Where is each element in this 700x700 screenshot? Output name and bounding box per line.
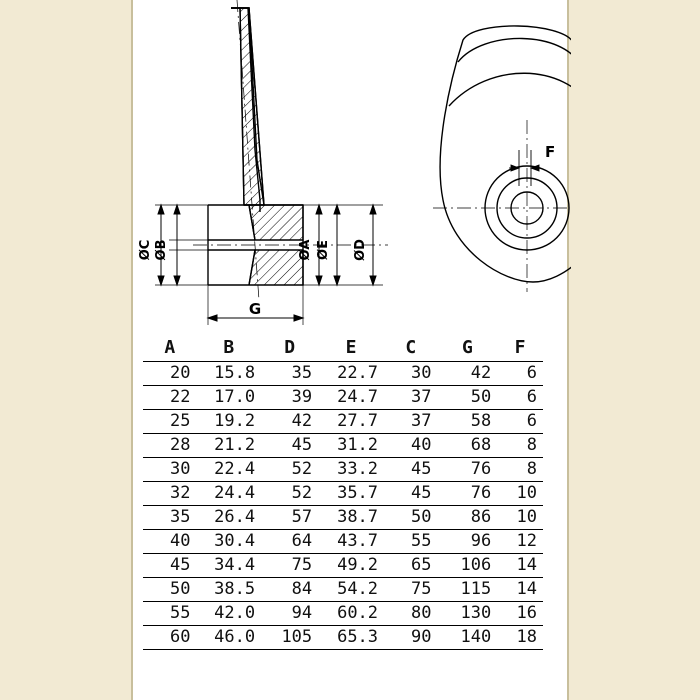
table-cell: 35 (261, 362, 318, 386)
table-cell: 50 (384, 506, 437, 530)
table-cell: 106 (438, 554, 498, 578)
dim-label-G: G (248, 300, 262, 318)
table-cell: 42.0 (196, 602, 261, 626)
table-cell: 10 (497, 506, 543, 530)
table-cell: 19.2 (196, 410, 261, 434)
table-cell: 35 (143, 506, 196, 530)
table-row (143, 578, 543, 602)
table-cell: 130 (438, 602, 498, 626)
table-cell: 38.7 (318, 506, 384, 530)
dim-label-F: F (545, 143, 556, 161)
table-cell: 6 (497, 386, 543, 410)
table-row (143, 530, 543, 554)
table-cell: 6 (497, 410, 543, 434)
table-cell: 50 (438, 386, 498, 410)
col-header-D: D (284, 337, 296, 358)
table-cell: 16 (497, 602, 543, 626)
dim-label-C: ØC (138, 239, 153, 261)
table-row (143, 554, 543, 578)
table-cell: 24.7 (318, 386, 384, 410)
table-cell: 105 (261, 626, 318, 650)
table-row (143, 482, 543, 506)
table-cell: 45 (143, 554, 196, 578)
table-cell: 86 (438, 506, 498, 530)
table-cell: 84 (261, 578, 318, 602)
table-cell: 17.0 (196, 386, 261, 410)
table-row (143, 602, 543, 626)
table-cell: 57 (261, 506, 318, 530)
table-cell: 64 (261, 530, 318, 554)
col-header-B: B (223, 337, 235, 358)
table-cell: 28 (143, 434, 196, 458)
table-cell: 8 (497, 458, 543, 482)
table-row (143, 386, 543, 410)
table-cell: 90 (384, 626, 437, 650)
table-cell: 31.2 (318, 434, 384, 458)
table-row (143, 434, 543, 458)
table-cell: 46.0 (196, 626, 261, 650)
section-lower-hatch (208, 250, 303, 285)
dim-label-B: ØB (154, 239, 169, 261)
table-cell: 26.4 (196, 506, 261, 530)
table-cell: 45 (384, 458, 437, 482)
table-cell: 96 (438, 530, 498, 554)
table-cell: 50 (143, 578, 196, 602)
dimension-table (143, 336, 543, 650)
table-cell: 33.2 (318, 458, 384, 482)
dim-label-E: ØE (316, 240, 331, 260)
table-cell: 115 (438, 578, 498, 602)
table-header-row (143, 336, 543, 362)
table-cell: 22.4 (196, 458, 261, 482)
drawing-sheet (131, 0, 569, 700)
table-cell: 35.7 (318, 482, 384, 506)
col-header-E: E (345, 337, 357, 358)
table-cell: 80 (384, 602, 437, 626)
technical-drawing (133, 0, 571, 340)
table-cell: 54.2 (318, 578, 384, 602)
table-cell: 10 (497, 482, 543, 506)
table-cell: 25 (143, 410, 196, 434)
table-cell: 55 (384, 530, 437, 554)
table-cell: 30 (384, 362, 437, 386)
table-cell: 39 (261, 386, 318, 410)
table-cell: 75 (384, 578, 437, 602)
table-cell: 40 (143, 530, 196, 554)
table-row (143, 410, 543, 434)
table-cell: 8 (497, 434, 543, 458)
table-row (143, 458, 543, 482)
table-cell: 42 (438, 362, 498, 386)
table-cell: 22.7 (318, 362, 384, 386)
table-cell: 12 (497, 530, 543, 554)
table-cell: 18 (497, 626, 543, 650)
table-cell: 30 (143, 458, 196, 482)
table-cell: 40 (384, 434, 437, 458)
table-cell: 27.7 (318, 410, 384, 434)
table-cell: 22 (143, 386, 196, 410)
table-row (143, 362, 543, 386)
col-header-G: G (461, 337, 473, 358)
table-cell: 30.4 (196, 530, 261, 554)
table-cell: 94 (261, 602, 318, 626)
table-cell: 24.4 (196, 482, 261, 506)
table-cell: 65.3 (318, 626, 384, 650)
table-cell: 58 (438, 410, 498, 434)
table-cell: 38.5 (196, 578, 261, 602)
table-cell: 15.8 (196, 362, 261, 386)
table-cell: 34.4 (196, 554, 261, 578)
table-cell: 76 (438, 458, 498, 482)
dim-label-A: ØA (298, 239, 313, 261)
col-header-F: F (514, 337, 526, 358)
table-cell: 21.2 (196, 434, 261, 458)
table-cell: 60.2 (318, 602, 384, 626)
table-cell: 32 (143, 482, 196, 506)
table-cell: 60 (143, 626, 196, 650)
table-cell: 140 (438, 626, 498, 650)
table-cell: 14 (497, 554, 543, 578)
table-cell: 20 (143, 362, 196, 386)
section-upper-hatch (208, 205, 303, 240)
table-row (143, 506, 543, 530)
table-cell: 68 (438, 434, 498, 458)
col-header-C: C (405, 337, 417, 358)
dim-label-D: ØD (353, 239, 368, 261)
table-row (143, 626, 543, 650)
table-cell: 42 (261, 410, 318, 434)
table-cell: 45 (384, 482, 437, 506)
table-cell: 76 (438, 482, 498, 506)
table-cell: 52 (261, 482, 318, 506)
col-header-A: A (164, 337, 176, 358)
table-cell: 14 (497, 578, 543, 602)
table-cell: 75 (261, 554, 318, 578)
table-cell: 37 (384, 410, 437, 434)
table-cell: 49.2 (318, 554, 384, 578)
table-cell: 45 (261, 434, 318, 458)
stem-hatch (240, 8, 264, 205)
table-cell: 37 (384, 386, 437, 410)
table-body (143, 362, 543, 650)
table-cell: 52 (261, 458, 318, 482)
table-cell: 6 (497, 362, 543, 386)
table-cell: 43.7 (318, 530, 384, 554)
table-cell: 65 (384, 554, 437, 578)
table-cell: 55 (143, 602, 196, 626)
dimension-table-wrap (143, 336, 561, 650)
